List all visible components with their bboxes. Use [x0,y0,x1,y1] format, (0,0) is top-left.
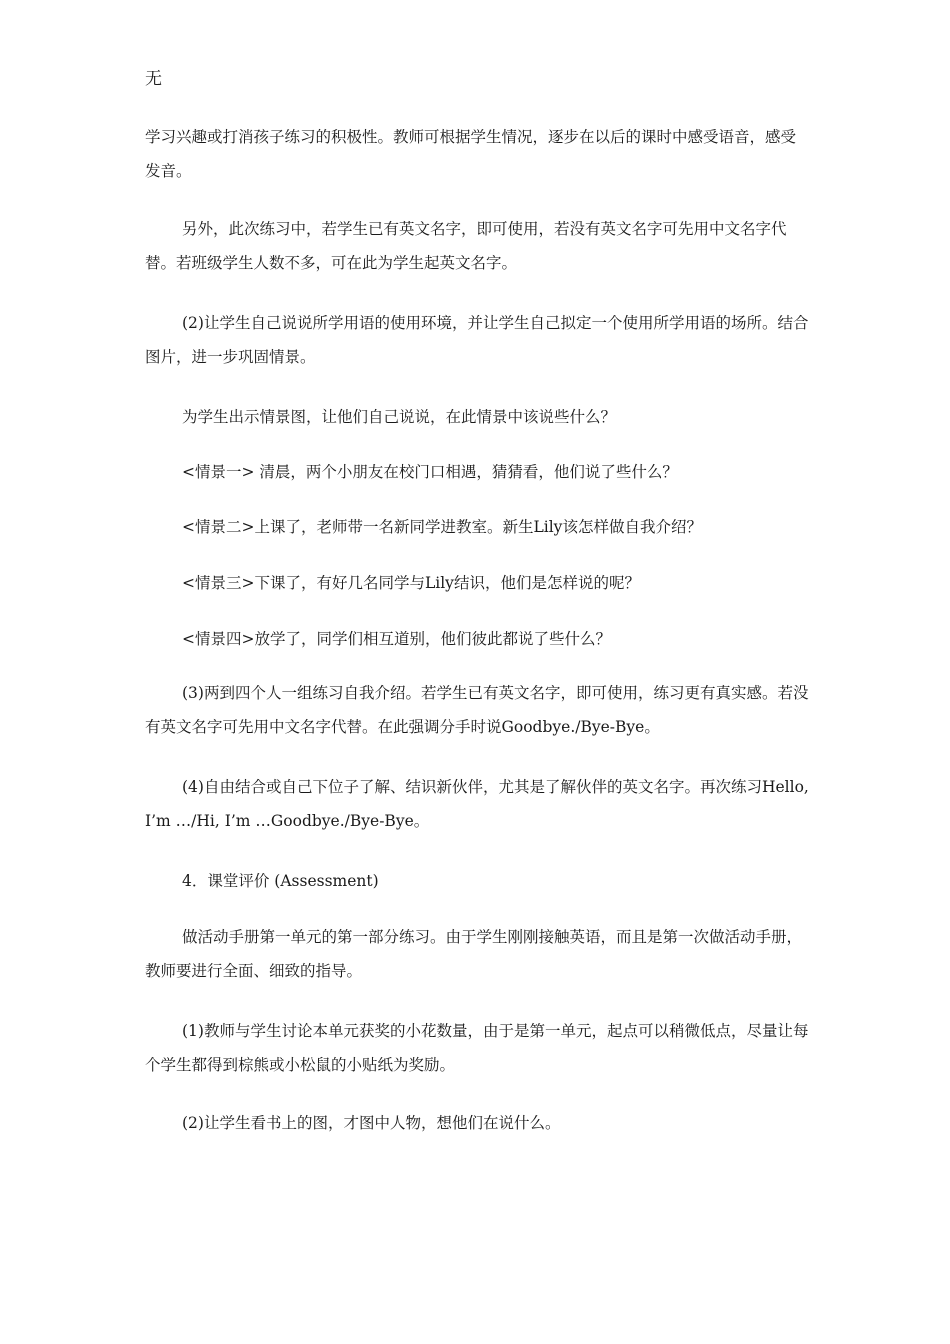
paragraph-3: (2)让学生自己说说所学用语的使用环境，并让学生自己拟定一个使用所学用语的场所。结合图片，进一步巩固情景。 [145,314,809,366]
paragraph-activity-book: 做活动手册第一单元的第一部分练习。由于学生刚刚接触英语，而且是第一次做活动手册，教师要进行全面、细致的指导。 [145,928,803,980]
paragraph-group-practice: (3)两到四个人一组练习自我介绍。若学生已有英文名字，即可使用，练习更有真实感。若没有英文名字可先用中文名字代替。在此强调分手时说Goodbye./Bye-Bye。 [145,684,809,736]
paragraph-1: 学习兴趣或打消孩子练习的积极性。教师可根据学生情况，逐步在以后的课时中感受语音，感受发音。 [145,128,797,180]
scenario-1: <情景一> 清晨，两个小朋友在校门口相遇，猜猜看，他们说了些什么？ [182,463,678,481]
paragraph-assessment-1: (1)教师与学生讨论本单元获奖的小花数量，由于是第一单元，起点可以稍微低点，尽量让每个学生都得到棕熊或小松鼠的小贴纸为奖励。 [145,1022,809,1074]
paragraph-4: 为学生出示情景图，让他们自己说说，在此情景中该说些什么？ [182,408,617,426]
heading-wu: 无 [145,69,162,89]
paragraph-assessment-2: (2)让学生看书上的图，才图中人物，想他们在说什么。 [182,1114,561,1132]
scenario-3: <情景三>下课了，有好几名同学与Lily结识，他们是怎样说的呢？ [182,574,640,592]
section-heading-assessment: 4．课堂评价 (Assessment) [182,872,379,890]
scenario-2: <情景二>上课了，老师带一名新同学进教室。新生Lily该怎样做自我介绍？ [182,518,702,536]
paragraph-free-practice: (4)自由结合或自己下位子了解、结识新伙伴，尤其是了解伙伴的英文名字。再次练习Hello, I’m …/Hi, I’m …Goodbye./Bye-Bye。 [145,778,809,830]
scenario-4: <情景四>放学了，同学们相互道别，他们彼此都说了些什么？ [182,630,611,648]
paragraph-2: 另外，此次练习中，若学生已有英文名字，即可使用，若没有英文名字可先用中文名字代替。若班级学生人数不多，可在此为学生起英文名字。 [145,220,787,272]
